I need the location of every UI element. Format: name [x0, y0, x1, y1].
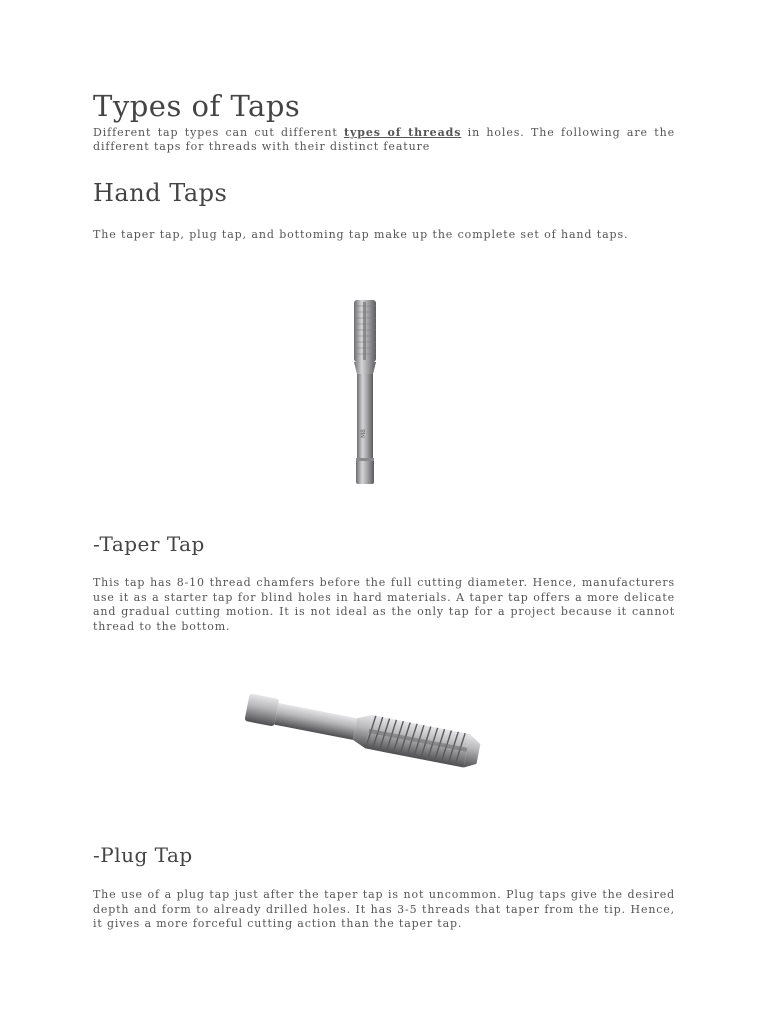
types-of-threads-link[interactable]: types of threads [344, 126, 462, 139]
taper-tap-heading: -Taper Tap [93, 532, 205, 556]
svg-text:M8: M8 [360, 429, 367, 438]
hand-taps-paragraph: The taper tap, plug tap, and bottoming tap make up the complete set of hand taps. [93, 228, 629, 241]
intro-text-before: Different tap types can cut different [93, 126, 344, 139]
taper-tap-image [239, 690, 489, 794]
intro-text-after: in holes. The following are the different taps for threads with their distinct feature [93, 126, 675, 153]
hand-taps-heading: Hand Taps [93, 179, 228, 207]
plug-tap-heading: -Plug Tap [93, 843, 193, 867]
intro-paragraph [93, 126, 675, 154]
taper-tap-paragraph: This tap has 8-10 thread chamfers before the full cutting diameter. Hence, manufacturers use it as a starter tap for blind holes in hard materials. A taper tap offers a more delicate and gradual cutting motion. It is not ideal as the only tap for a project because it cannot thread to the bottom. [93, 576, 675, 633]
hand-tap-image [351, 298, 383, 492]
plug-tap-paragraph: The use of a plug tap just after the taper tap is not uncommon. Plug taps give the desired depth and form to already drilled holes. It has 3-5 threads that taper from the tip. Hence, it gives a more forceful cutting action than the taper tap. [93, 888, 675, 930]
page-title: Types of Taps [93, 89, 301, 123]
